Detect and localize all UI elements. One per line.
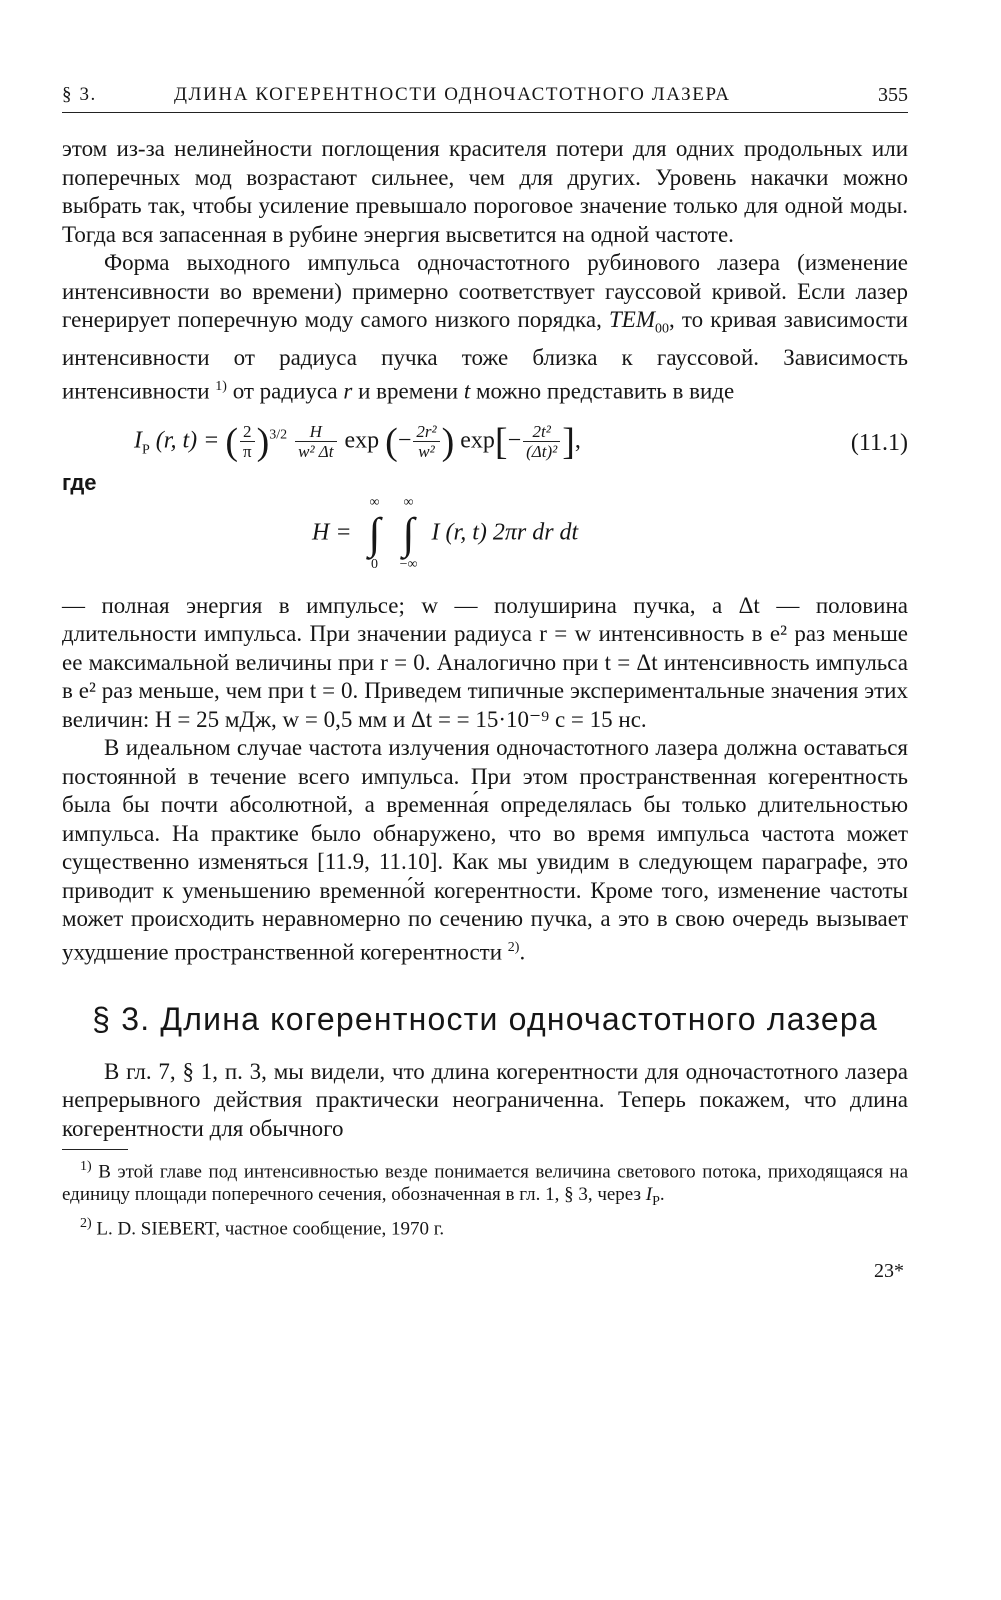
footnote-rule	[62, 1149, 128, 1150]
signature-mark: 23*	[874, 1259, 904, 1282]
footnote-2: $^{2)}$ L. D. SIEBERT, частное сообщение, 1970 г.	[80, 1215, 445, 1239]
paragraph-3: — полная энергия в импульсе; w — полуширина пучка, а Δt — половина длительности импульса. При значении радиуса r = w интенсивность в e² раз меньше ее максимальной величины при r = 0. Аналогично при t = Δt интенсивность импульса в e² раз меньше, чем при t = 0. Приведем типичные экспериментальные значения этих величин: H = 25 мДж, w = 0,5 мм и Δt = = 15·10⁻⁹ с = 15 нс.	[62, 592, 908, 732]
section-title: § 3. Длина когерентности одночастотного лазера	[92, 1000, 878, 1037]
equation-number: (11.1)	[850, 429, 908, 456]
paragraph-4: В идеальном случае частота излучения одночастотного лазера должна оставаться постоянной в течение всего импульса. При этом пространственная когерентность была бы почти абсолютной, а временна́я определялась бы только длительностью импульса. На практике было обнаружено, что во время импульса частота может существенно изменяться [11.9, 11.10]. Как мы увидим в следующем параграфе, это приводит к уменьшению временно́й когерентности. Кроме того, изменение частоты может происходить неравномерно по сечению пучка, а это в свою очередь вызывает ухудшение пространственной когерентности $^{2)}$.	[62, 735, 908, 965]
paragraph-1: этом из-за нелинейности поглощения красителя потери для одних продольных или поперечных мод возрастают сильнее, чем для других. Уровень накачки можно выбрать так, чтобы усиление превышало пороговое значение только для одной моды. Тогда вся запасенная в рубине энергия высветится на одной частоте.	[62, 136, 908, 247]
running-head	[62, 78, 908, 108]
header-rule	[62, 112, 908, 113]
equation-energy: H = ∞ ∫ 0 ∞ ∫ −∞ I (r, t) 2πr dr dt	[312, 494, 579, 572]
header-section: § 3.	[62, 84, 97, 105]
paragraph-2: Форма выходного импульса одночастотного рубинового лазера (изменение интенсивности во времени) примерно соответствует гауссовой кривой. Если лазер генерирует поперечную моду самого низкого порядка, $TEM_{00}$, то кривая зависимости интенсивности от радиуса пучка тоже близка к гауссовой. Зависимость интенсивности $^{1)}$ от радиуса r и времени t можно представить в виде	[62, 250, 908, 404]
footnote-1: $^{1)}$ В этой главе под интенсивностью везде понимается величина светового потока, приходящаяся на единицу площади поперечного сечения, обозначенная в гл. 1, § 3, через $I_P$.	[62, 1159, 908, 1209]
page	[62, 78, 908, 1283]
header-title: ДЛИНА КОГЕРЕНТНОСТИ ОДНОЧАСТОТНОГО ЛАЗЕРА	[174, 84, 731, 105]
paragraph-5: В гл. 7, § 1, п. 3, мы видели, что длина когерентности для одночастотного лазера непрерывного действия практически неограниченна. Теперь покажем, что длина когерентности для обычного	[62, 1058, 908, 1141]
page-number: 355	[878, 84, 908, 106]
equation-11-1: $I_P$ (r, t) = ( $\frac{2}{\pi}$ )$^{3/2}$ $\frac{H}{\text{w² Δt}}$ exp (− $\frac{\text{2r²}}{\text{w²}}$ ) exp[− $\frac{\text{2t²}}{\text{(Δt)²}}$ ], (11.1)	[134, 420, 908, 463]
footnote-ref-1[interactable]: 1)	[215, 378, 227, 394]
where-label: где	[62, 469, 97, 495]
footnote-ref-2[interactable]: 2)	[507, 939, 520, 955]
